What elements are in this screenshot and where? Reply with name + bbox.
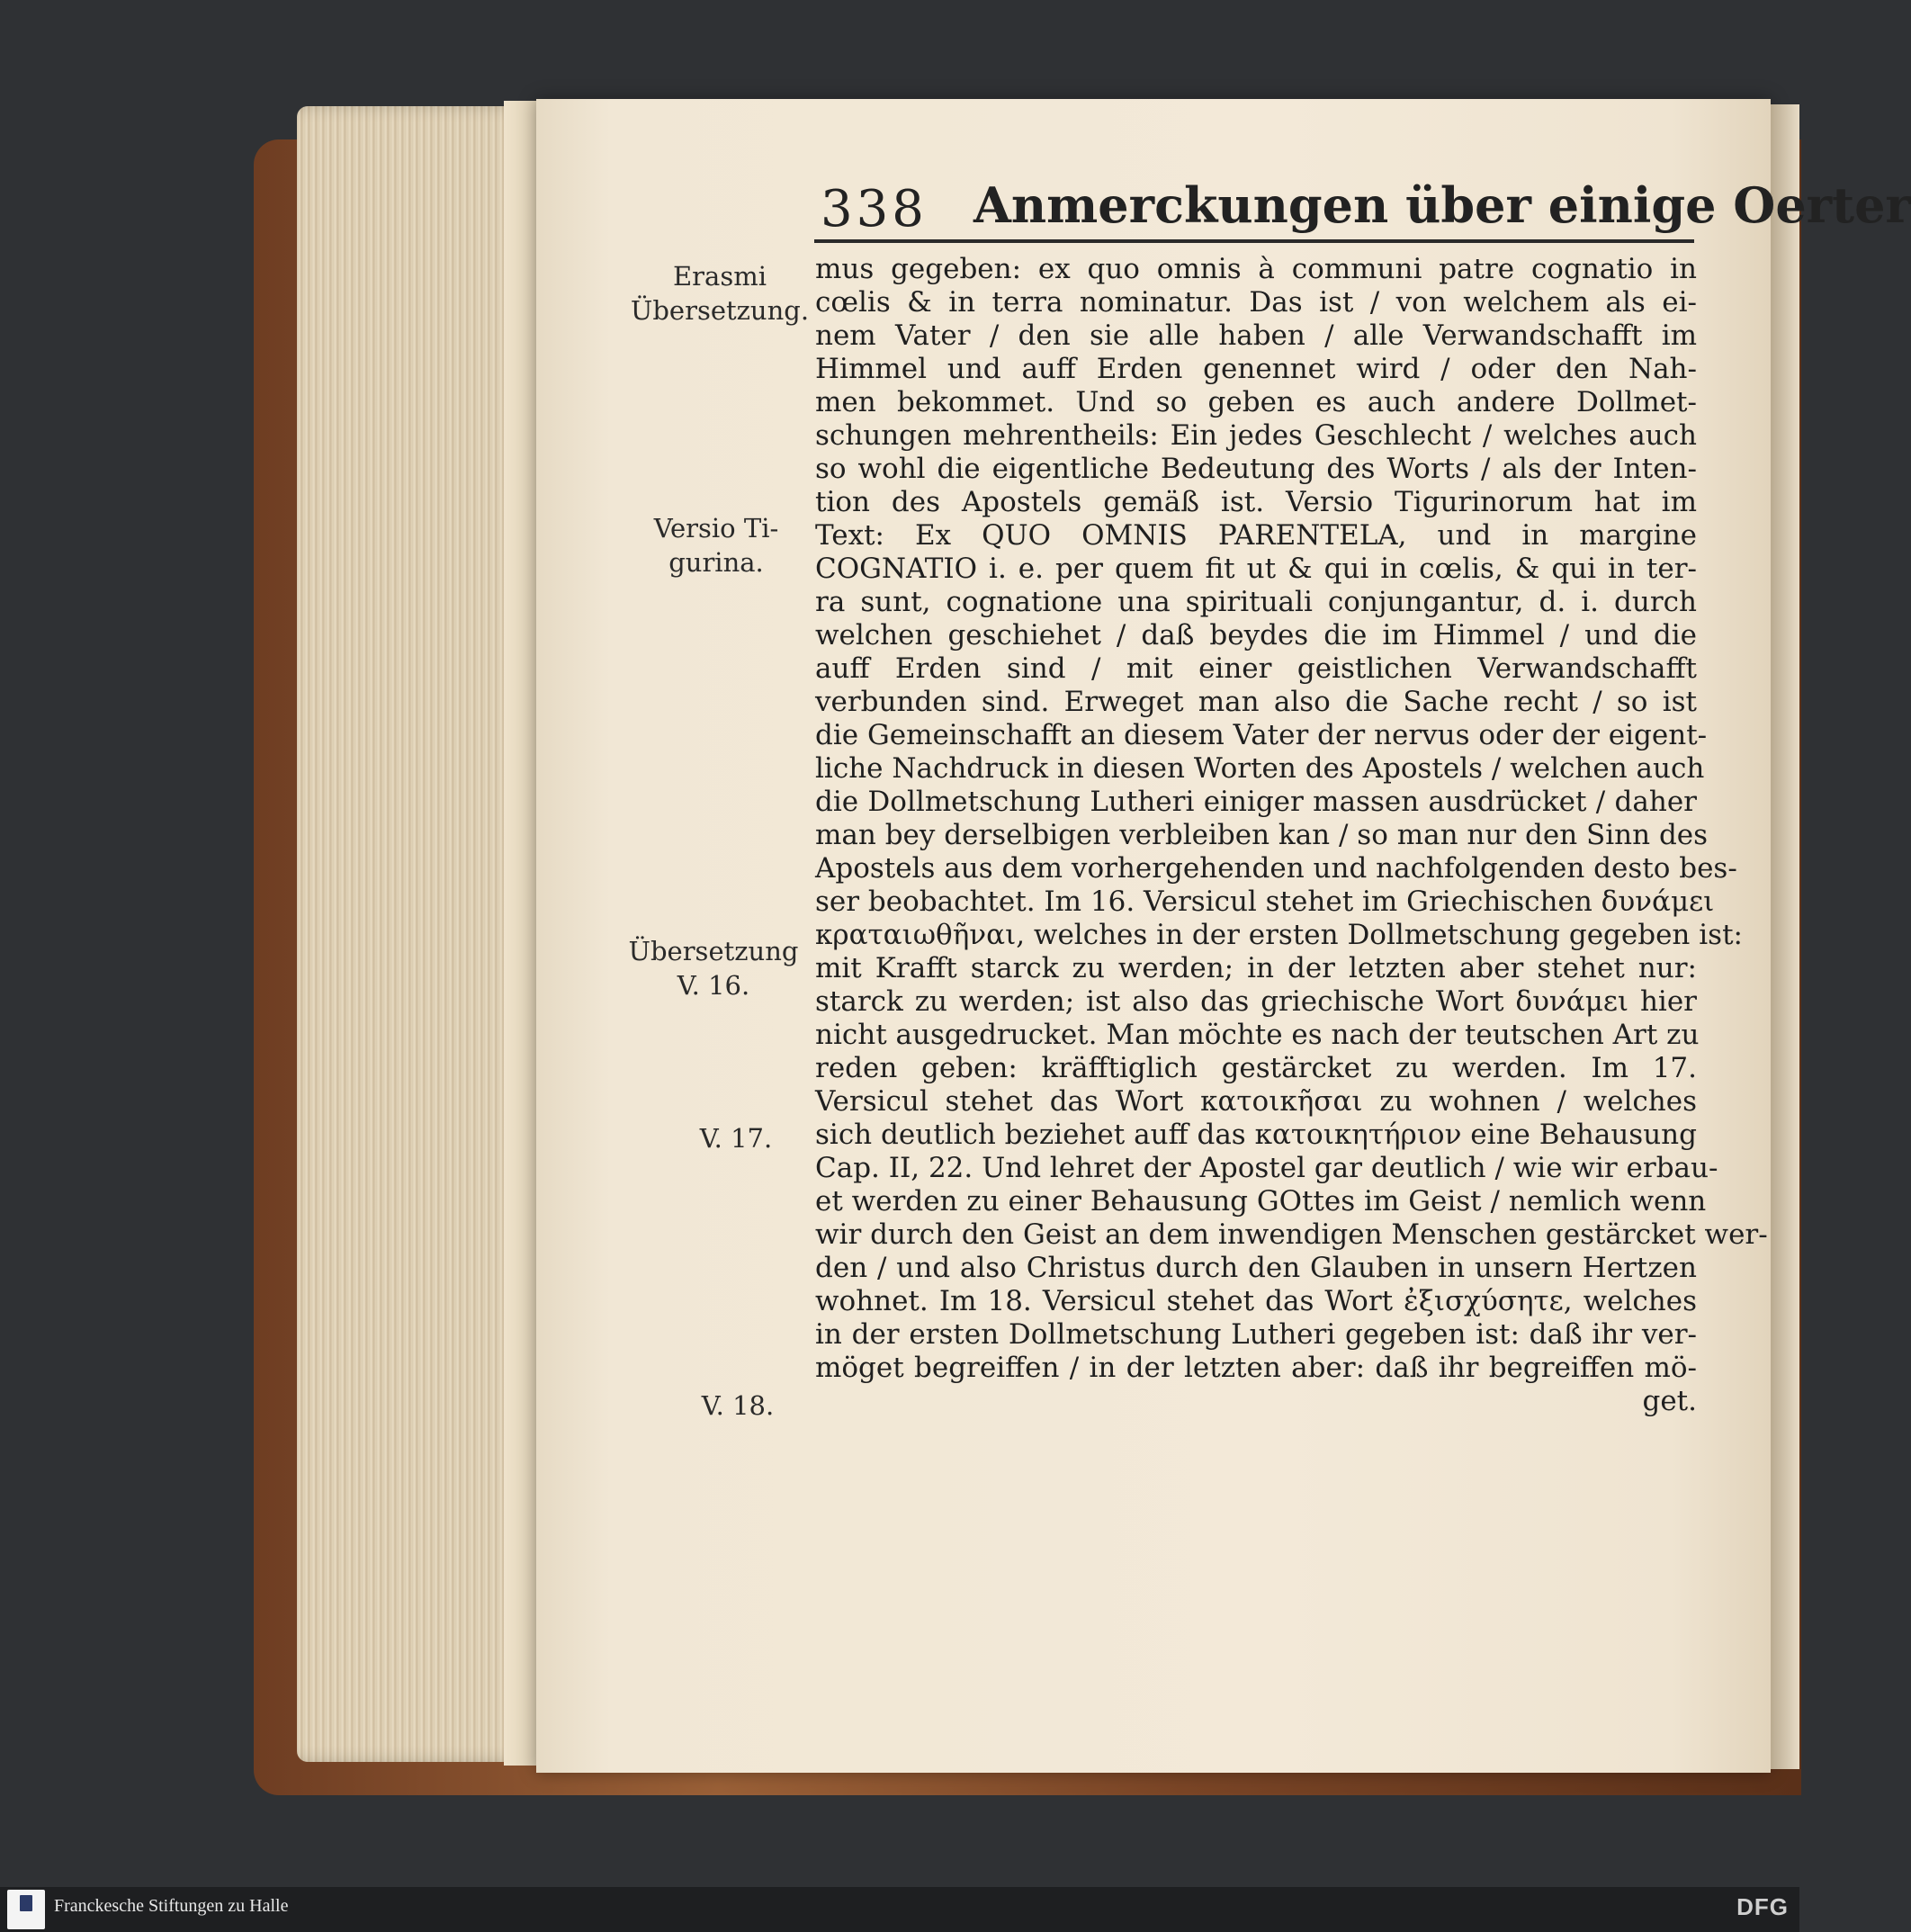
margin-note-line: Versio Ti- [653, 513, 779, 544]
dfg-logo: DFG [1736, 1893, 1789, 1920]
text-line: starck zu werden; ist also das griechische Wort δυνάμει hier [815, 985, 1697, 1018]
body-text [815, 253, 1768, 1418]
footer-organization: Franckesche Stiftungen zu Halle [54, 1896, 289, 1916]
text-line: man bey derselbigen verbleiben kan / so man nur den Sinn des [815, 819, 1709, 851]
text-line: in der ersten Dollmetschung Lutheri gegeben ist: daß ihr ver- [815, 1318, 1697, 1351]
text-line: reden geben: kräfftiglich gestärcket zu werden. Im 17. [815, 1052, 1697, 1084]
margin-note-line: Erasmi [673, 261, 767, 292]
text-line: wohnet. Im 18. Versicul stehet das Wort ἐξισχύσητε, welches [815, 1285, 1697, 1317]
text-line: so wohl die eigentliche Bedeutung des Worts / als der Inten- [815, 453, 1697, 485]
text-line: Text: Ex QUO OMNIS PARENTELA, und in margine [815, 519, 1697, 552]
text-line: nem Vater / den sie alle haben / alle Verwandschafft im [815, 319, 1697, 352]
margin-note-line: V. 16. [677, 970, 750, 1001]
text-line: ser beobachtet. Im 16. Versicul stehet im Griechischen δυνάμει [815, 885, 1715, 918]
margin-note-line: V. 18. [701, 1390, 775, 1421]
margin-note-line: Übersetzung. [630, 295, 810, 326]
margin-note-line: V. 17. [699, 1123, 773, 1154]
text-line: tion des Apostels gemäß ist. Versio Tigurinorum hat im [815, 486, 1697, 518]
text-line: mit Krafft starck zu werden; in der letzten aber stehet nur: [815, 952, 1697, 984]
text-line: wir durch den Geist an dem inwendigen Menschen gestärcket wer- [815, 1218, 1768, 1251]
text-line: cœlis & in terra nominatur. Das ist / von welchem als ei- [815, 286, 1697, 319]
next-page-edge [1771, 104, 1799, 1769]
text-line: verbunden sind. Erweget man also die Sache recht / so ist [815, 686, 1697, 718]
text-line: nicht ausgedrucket. Man möchte es nach der teutschen Art zu [815, 1019, 1700, 1051]
text-line-catchword: get. [1642, 1385, 1697, 1417]
text-line: den / und also Christus durch den Glauben in unsern Hertzen [815, 1252, 1697, 1284]
margin-note-line: Übersetzung [628, 936, 799, 966]
text-line: et werden zu einer Behausung GOttes im Geist / nemlich wenn [815, 1185, 1707, 1218]
text-line: ra sunt, cognatione una spirituali conjungantur, d. i. durch [815, 586, 1697, 618]
institution-logo-mark-icon [20, 1895, 32, 1911]
text-line: mus gegeben: ex quo omnis à communi patre cognatio in [815, 253, 1697, 285]
text-line: liche Nachdruck in diesen Worten des Apostels / welchen auch [815, 752, 1705, 785]
text-line: Apostels aus dem vorhergehenden und nachfolgenden desto bes- [815, 852, 1737, 885]
page-number: 338 [821, 180, 928, 238]
text-line: die Dollmetschung Lutheri einiger massen ausdrücket / daher [815, 786, 1697, 818]
text-line: Versicul stehet das Wort κατοικῆσαι zu wohnen / welches [815, 1085, 1697, 1118]
text-line: auff Erden sind / mit einer geistlichen Verwandschafft [815, 652, 1697, 685]
text-line: sich deutlich beziehet auff das κατοικητήριον eine Behausung [815, 1119, 1697, 1151]
text-line: COGNATIO i. e. per quem fit ut & qui in cœlis, & qui in ter- [815, 553, 1697, 585]
header-rule [814, 239, 1694, 243]
text-line: Cap. II, 22. Und lehret der Apostel gar deutlich / wie wir erbau- [815, 1152, 1718, 1184]
text-line: welchen geschiehet / daß beydes die im Himmel / und die [815, 619, 1697, 651]
margin-note-uebersetzung-v16 [624, 934, 803, 1002]
text-line: men bekommet. Und so geben es auch andere Dollmet- [815, 386, 1697, 418]
text-line: Himmel und auff Erden genennet wird / oder den Nah- [815, 353, 1697, 385]
text-line: die Gemeinschafft an diesem Vater der nervus oder der eigent- [815, 719, 1708, 751]
running-title: Anmerckungen über einige Oerter [973, 176, 1911, 234]
margin-note-v18 [648, 1388, 828, 1423]
margin-note-line: gurina. [668, 547, 764, 578]
margin-note-erasmi [630, 259, 810, 328]
margin-note-v17 [646, 1121, 826, 1155]
margin-note-versio-tigurina [626, 511, 806, 580]
text-line: schungen mehrentheils: Ein jedes Geschlecht / welches auch [815, 419, 1697, 452]
text-line: κραταιωθῆναι, welches in der ersten Dollmetschung gegeben ist: [815, 919, 1743, 951]
text-line: möget begreiffen / in der letzten aber: daß ihr begreiffen mö- [815, 1352, 1697, 1384]
